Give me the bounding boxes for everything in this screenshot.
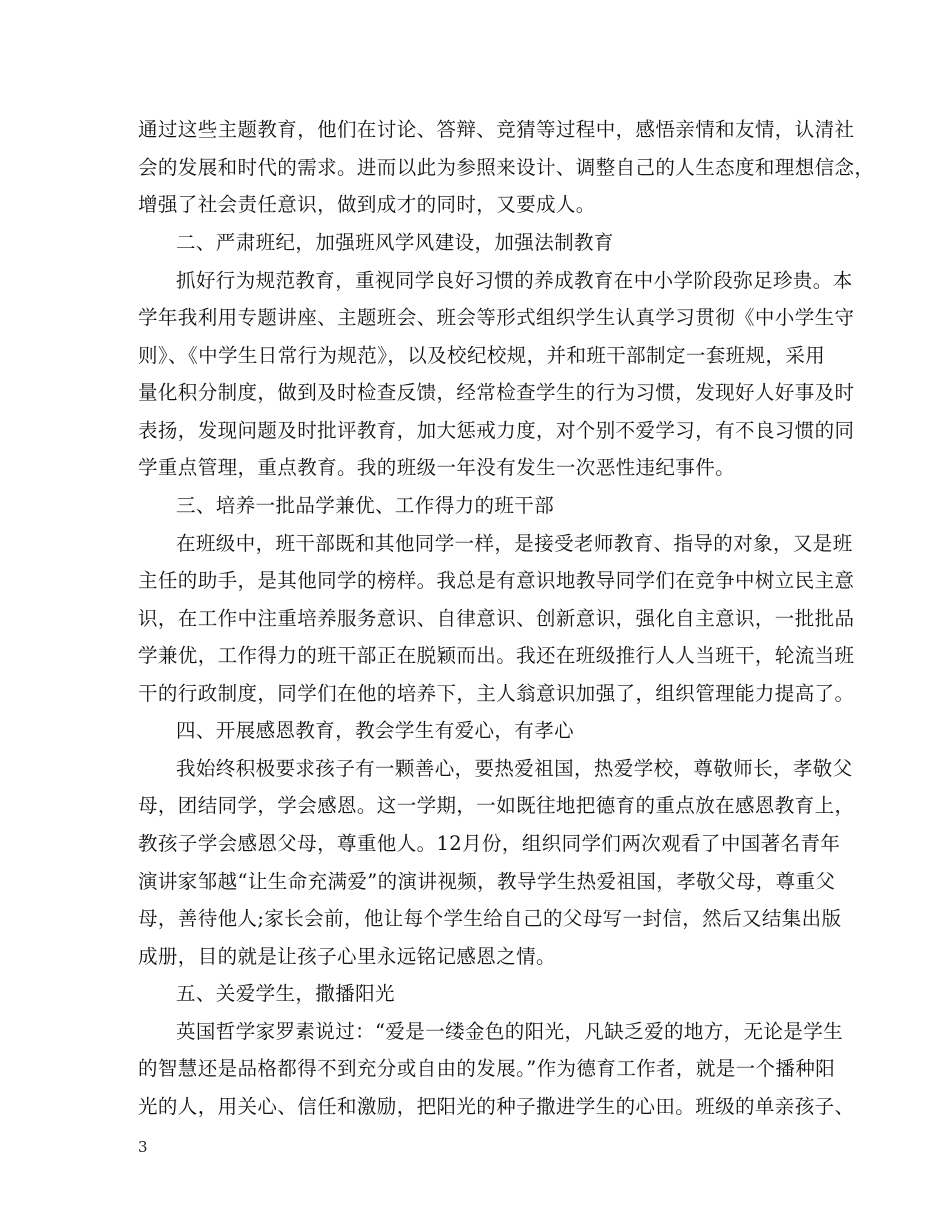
text-line: 学年我利用专题讲座、主题班会、班会等形式组织学生认真学习贯彻《中小学生守 <box>138 306 855 329</box>
section-heading: 五、关爱学生，撒播阳光 <box>176 982 395 1005</box>
text-line: 我始终积极要求孩子有一颗善心，要热爱祖国，热爱学校，尊敬师长，孝敬父 <box>176 757 853 780</box>
section-heading: 二、严肃班纪，加强班风学风建设，加强法制教育 <box>176 231 614 254</box>
text-line: 学兼优，工作得力的班干部正在脱颖而出。我还在班级推行人人当班干，轮流当班 <box>138 644 855 667</box>
text-line: 演讲家邹越“让生命充满爱”的演讲视频，教导学生热爱祖国，孝敬父母，尊重父 <box>138 870 836 893</box>
text-line: 的智慧还是品格都得不到充分或自由的发展。”作为德育工作者，就是一个播种阳 <box>138 1057 836 1080</box>
text-line: 光的人，用关心、信任和激励，把阳光的种子撒进学生的心田。班级的单亲孩子、 <box>138 1095 855 1118</box>
text-line: 母，团结同学，学会感恩。这一学期，一如既往地把德育的重点放在感恩教育上， <box>138 794 855 817</box>
text-line: 表扬，发现问题及时批评教育，加大惩戒力度，对个别不爱学习，有不良习惯的同 <box>138 419 855 442</box>
page-number: 3 <box>138 1138 148 1156</box>
text-line: 通过这些主题教育，他们在讨论、答辩、竞猜等过程中，感悟亲情和友情，认清社 <box>138 118 855 141</box>
text-line: 干的行政制度，同学们在他的培养下，主人翁意识加强了，组织管理能力提高了。 <box>138 682 855 705</box>
text-line: 会的发展和时代的需求。进而以此为参照来设计、调整自己的人生态度和理想信念， <box>138 156 875 179</box>
text-line: 学重点管理，重点教育。我的班级一年没有发生一次恶性违纪事件。 <box>138 456 736 479</box>
text-line: 抓好行为规范教育，重视同学良好习惯的养成教育在中小学阶段弥足珍贵。本 <box>176 269 853 292</box>
section-heading: 四、开展感恩教育，教会学生有爱心，有孝心 <box>176 719 575 742</box>
text-line: 主任的助手，是其他同学的榜样。我总是有意识地教导同学们在竞争中树立民主意 <box>138 569 855 592</box>
text-line: 成册，目的就是让孩子心里永远铭记感恩之情。 <box>138 945 556 968</box>
text-line: 母，善待他人;家长会前，他让每个学生给自己的父母写一封信，然后又结集出版 <box>138 907 842 930</box>
text-line: 量化积分制度，做到及时检查反馈，经常检查学生的行为习惯，发现好人好事及时 <box>138 381 855 404</box>
text-line: 增强了社会责任意识，做到成才的同时，又要成人。 <box>138 193 596 216</box>
text-line: 在班级中，班干部既和其他同学一样，是接受老师教育、指导的对象，又是班 <box>176 532 853 555</box>
section-heading: 三、培养一批品学兼优、工作得力的班干部 <box>176 494 555 517</box>
text-line: 识，在工作中注重培养服务意识、自律意识、创新意识，强化自主意识，一批批品 <box>138 607 855 630</box>
text-line: 则》、《中学生日常行为规范》，以及校纪校规，并和班干部制定一套班规，采用 <box>138 344 826 367</box>
text-line: 教孩子学会感恩父母，尊重他人。12月份，组织同学们两次观看了中国著名青年 <box>138 832 841 855</box>
text-line: 英国哲学家罗素说过：“爱是一缕金色的阳光，凡缺乏爱的地方，无论是学生 <box>176 1020 844 1043</box>
